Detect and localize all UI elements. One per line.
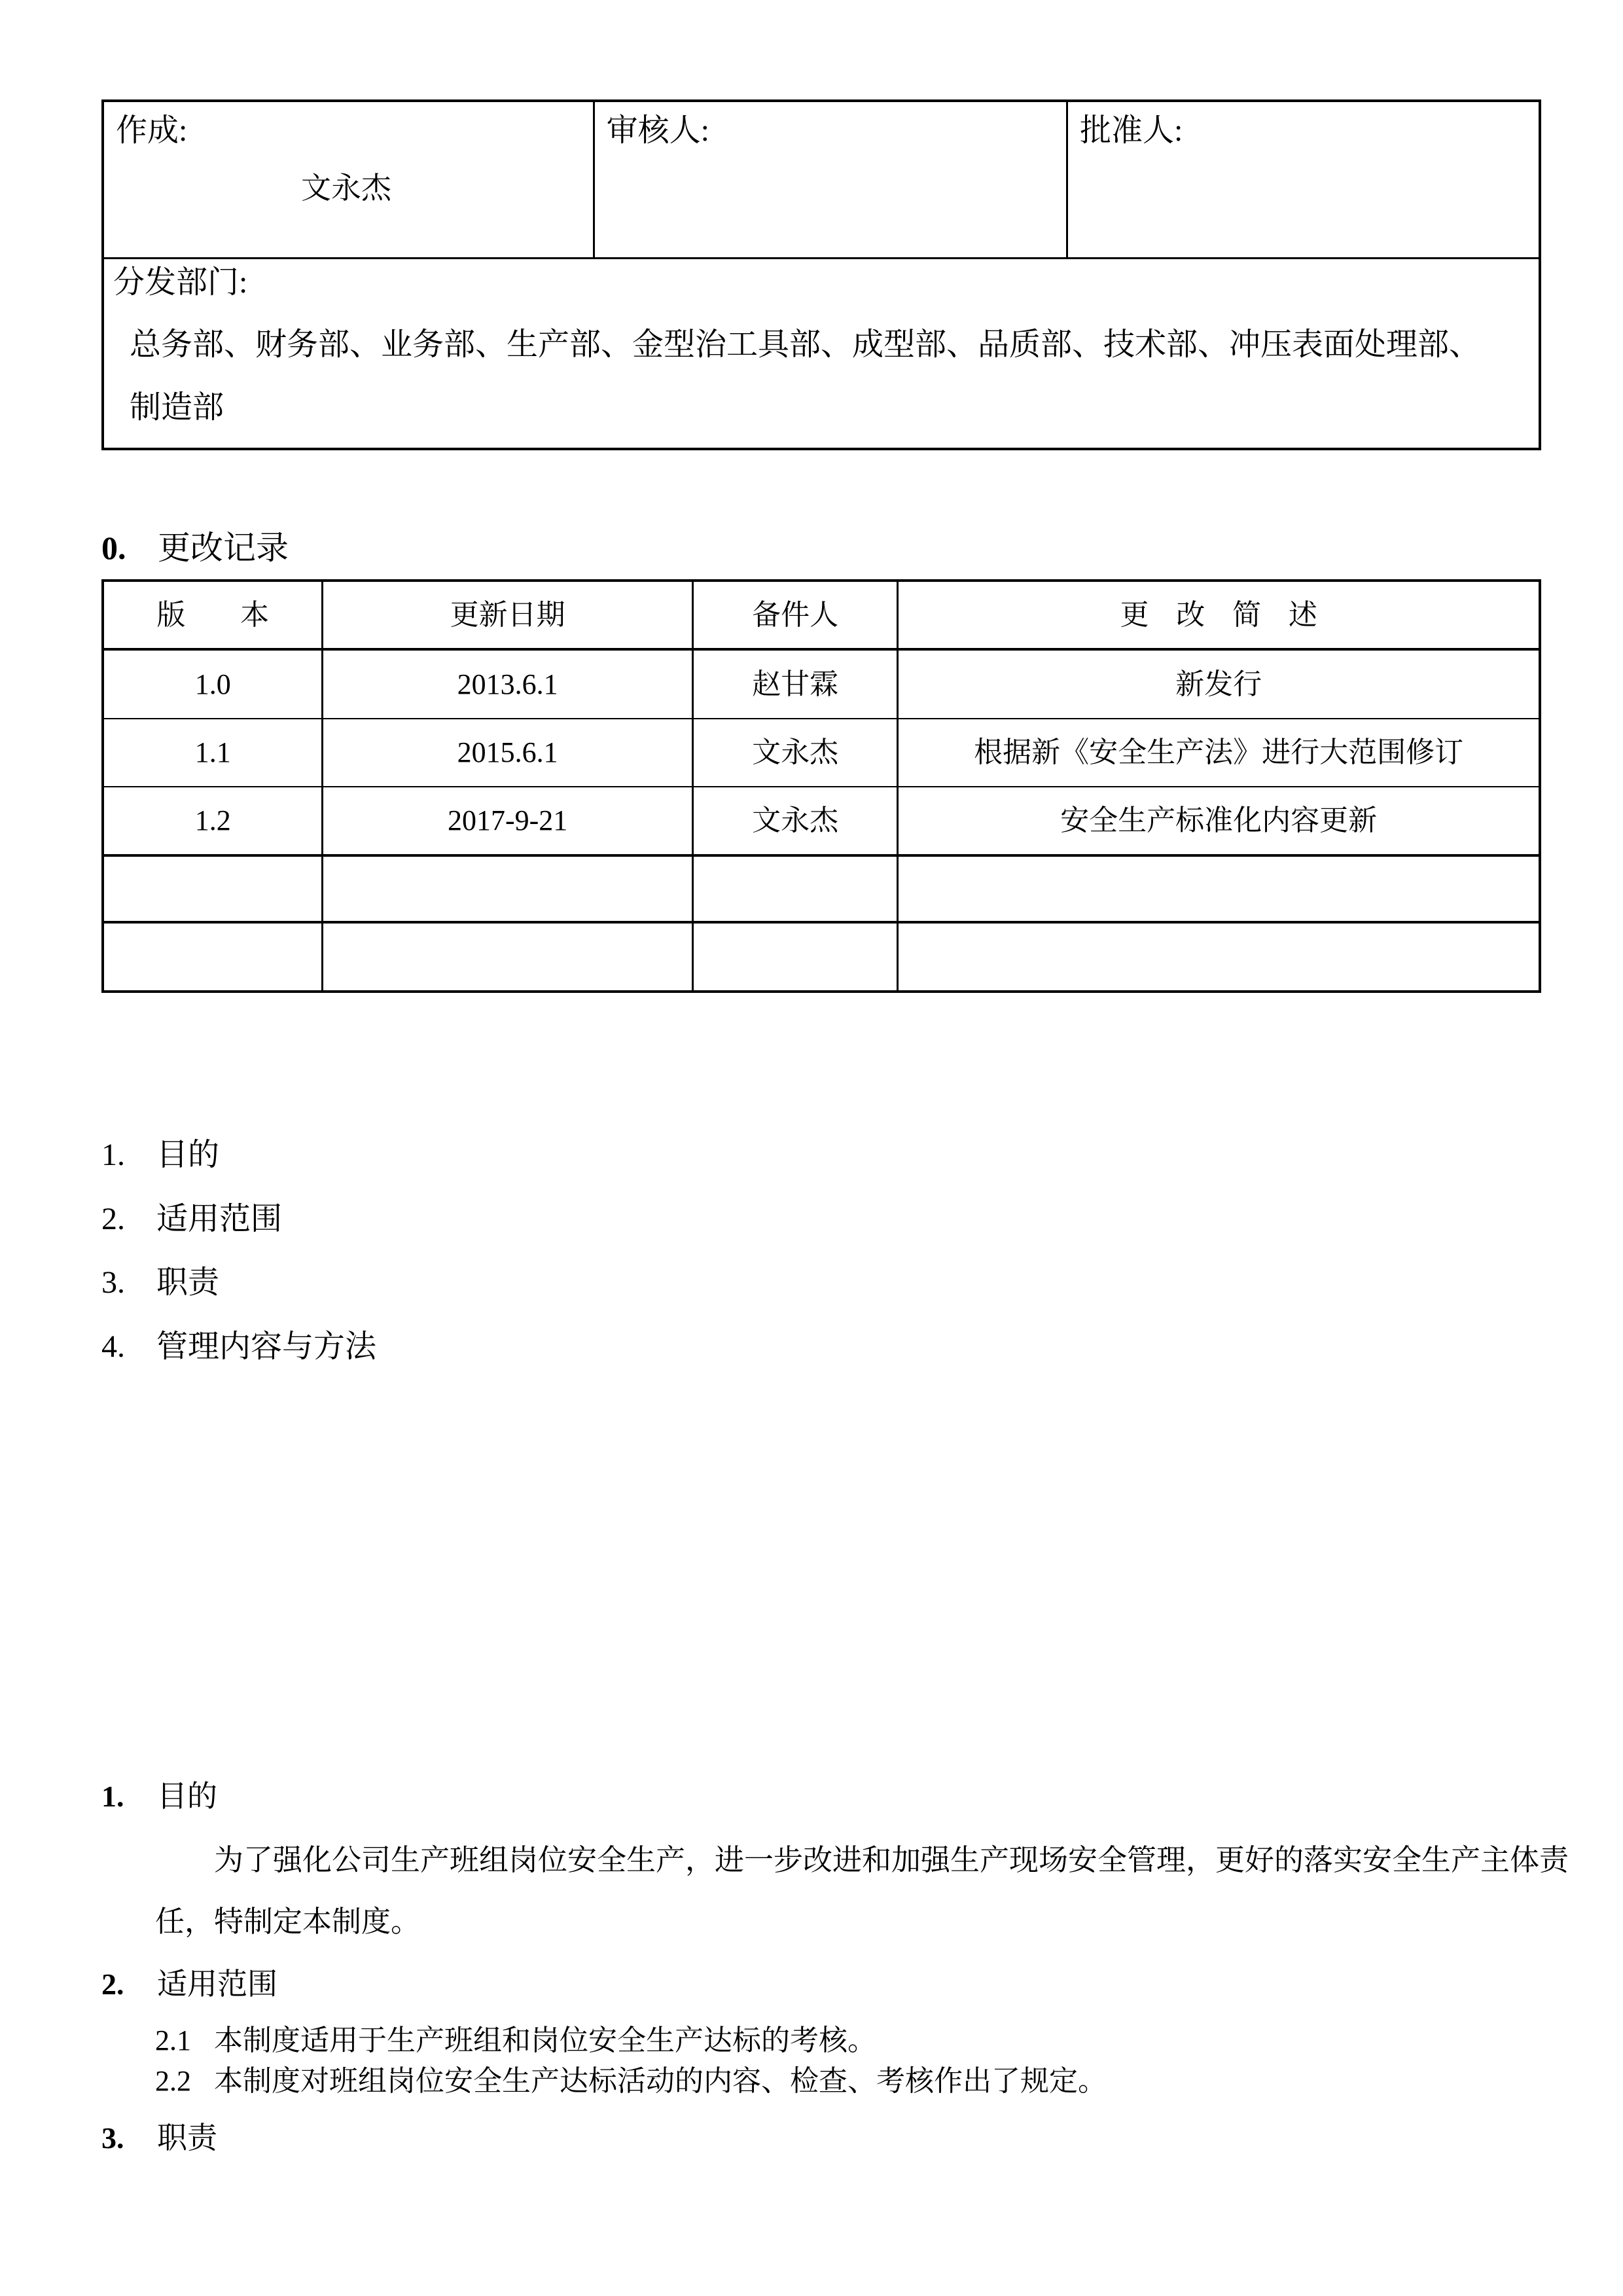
toc-number: 4. xyxy=(101,1329,125,1364)
toc-number: 2. xyxy=(101,1202,125,1236)
section-2-item-1 xyxy=(155,2021,876,2060)
cell-date: 2015.6.1 xyxy=(323,719,694,786)
section-2-heading xyxy=(101,1965,277,2004)
section-1-heading xyxy=(101,1777,217,1816)
reviewer-cell xyxy=(595,102,1068,257)
sub-item-text: 本制度对班组岗位安全生产达标活动的内容、检查、考核作出了规定。 xyxy=(214,2065,1107,2097)
header-update-date: 更新日期 xyxy=(323,582,694,648)
section-number: 3. xyxy=(101,2121,124,2155)
author-name: 文永杰 xyxy=(301,171,391,205)
header-person: 备件人 xyxy=(694,582,899,648)
change-record-heading-title: 更改记录 xyxy=(158,529,289,566)
cell-date: 2013.6.1 xyxy=(323,651,694,718)
section-title: 目的 xyxy=(157,1780,217,1813)
toc-item-scope xyxy=(101,1200,282,1239)
section-1-paragraph-line1: 为了强化公司生产班组岗位安全生产，进一步改进和加强生产现场安全管理，更好的落实安全生产主体责 xyxy=(214,1844,1569,1876)
toc-item-purpose xyxy=(101,1136,219,1175)
distribution-departments-line2: 制造部 xyxy=(130,390,224,425)
cell-summary xyxy=(899,857,1539,921)
cell-version: 1.2 xyxy=(104,787,323,854)
change-record-heading xyxy=(101,528,289,568)
cell-version: 1.0 xyxy=(104,651,323,718)
cell-summary: 安全生产标准化内容更新 xyxy=(1060,804,1378,836)
table-row xyxy=(104,924,1539,990)
header-version: 版 本 xyxy=(104,582,323,648)
toc-item-responsibility xyxy=(101,1263,219,1302)
cell-person xyxy=(694,924,899,990)
approver-label: 批准人: xyxy=(1080,113,1183,148)
table-row xyxy=(104,651,1539,719)
cell-summary xyxy=(899,924,1539,990)
approval-header-row xyxy=(104,102,1539,259)
distribution-departments-line1: 总务部、财务部、业务部、生产部、金型治工具部、成型部、品质部、技术部、冲压表面处理部、 xyxy=(130,327,1481,362)
author-label: 作成: xyxy=(116,113,188,148)
cell-date xyxy=(323,857,694,921)
approver-cell xyxy=(1068,102,1539,257)
sub-item-number: 2.1 xyxy=(155,2024,191,2056)
cell-version xyxy=(104,924,323,990)
cell-person: 赵甘霖 xyxy=(694,651,899,718)
cell-version: 1.1 xyxy=(104,719,323,786)
toc-label: 目的 xyxy=(156,1138,220,1172)
section-3-heading xyxy=(101,2119,217,2158)
toc-label: 管理内容与方法 xyxy=(156,1329,377,1364)
author-cell xyxy=(104,102,595,257)
section-2-item-2 xyxy=(155,2062,1107,2101)
reviewer-label: 审核人: xyxy=(606,113,709,148)
header-change-summary: 更 改 简 述 xyxy=(1120,598,1317,631)
cell-person: 文永杰 xyxy=(694,787,899,854)
toc-label: 适用范围 xyxy=(156,1202,283,1236)
section-number: 1. xyxy=(101,1780,124,1813)
toc-label: 职责 xyxy=(156,1265,220,1300)
toc-number: 1. xyxy=(101,1138,125,1172)
cell-date: 2017-9-21 xyxy=(323,787,694,854)
distribution-label: 分发部门: xyxy=(113,265,248,300)
cell-person: 文永杰 xyxy=(694,719,899,786)
table-row xyxy=(104,719,1539,787)
section-title: 适用范围 xyxy=(157,1967,277,2001)
cell-date xyxy=(323,924,694,990)
approval-table xyxy=(101,99,1541,450)
cell-summary: 新发行 xyxy=(1175,668,1262,700)
section-1-paragraph-line2: 任，特制定本制度。 xyxy=(155,1905,421,1938)
table-row xyxy=(104,787,1539,857)
table-row xyxy=(104,857,1539,924)
change-record-table xyxy=(101,579,1541,993)
sub-item-text: 本制度适用于生产班组和岗位安全生产达标的考核。 xyxy=(214,2024,876,2056)
distribution-cell xyxy=(104,259,1539,448)
cell-version xyxy=(104,857,323,921)
change-table-header-row xyxy=(104,582,1539,651)
cell-person xyxy=(694,857,899,921)
section-number: 2. xyxy=(101,1967,124,2001)
toc-item-management xyxy=(101,1327,376,1367)
change-record-heading-number: 0. xyxy=(101,529,126,566)
sub-item-number: 2.2 xyxy=(155,2065,191,2097)
cell-summary: 根据新《安全生产法》进行大范围修订 xyxy=(974,736,1464,768)
toc-number: 3. xyxy=(101,1265,125,1300)
section-title: 职责 xyxy=(157,2121,217,2155)
